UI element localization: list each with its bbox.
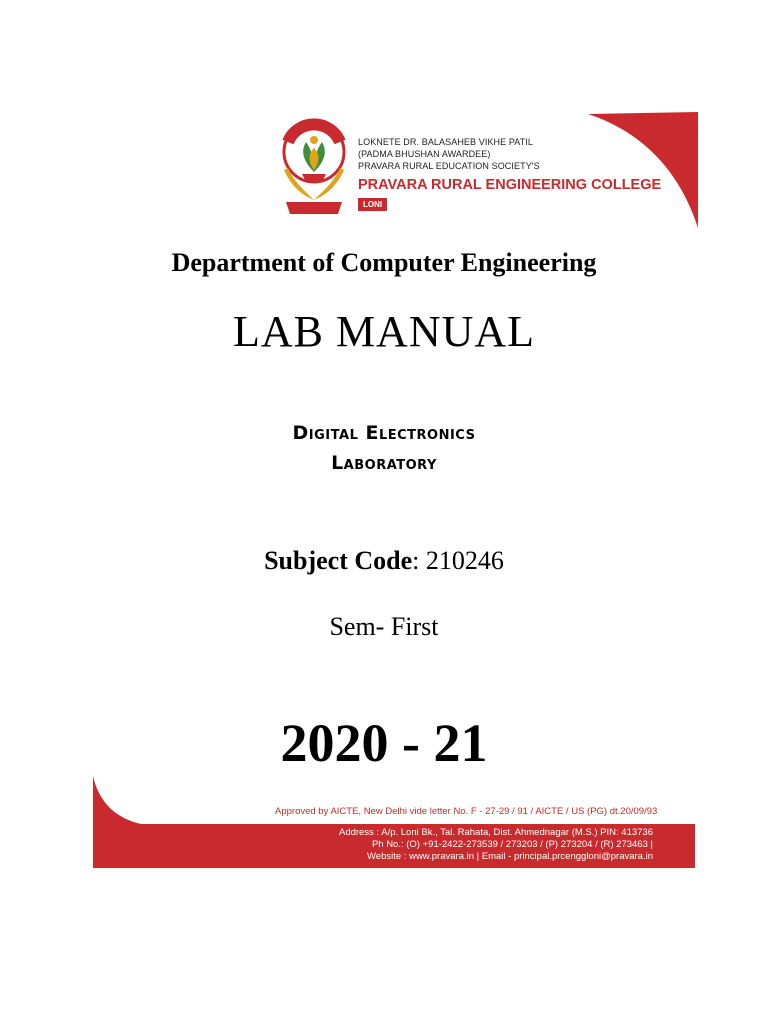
society-line: PRAVARA RURAL EDUCATION SOCIETY'S xyxy=(358,161,540,171)
address-line: Address : A/p. Loni Bk., Tal. Rahata, Dist. Ahmednagar (M.S.) PIN: 413736 xyxy=(338,827,653,838)
department-heading: Department of Computer Engineering xyxy=(171,248,597,277)
college-header xyxy=(278,110,698,228)
subject-code-value: 210246 xyxy=(425,546,504,575)
subject-name-line-2: Laboratory xyxy=(331,452,437,474)
subject-name xyxy=(0,418,768,478)
college-name: PRAVARA RURAL ENGINEERING COLLEGE xyxy=(358,177,662,193)
college-emblem-icon xyxy=(278,112,350,222)
approval-text: Approved by AICTE, New Delhi vide letter No. F - 27-29 / 91 / AICTE / US (PG) dt.20/09/93 xyxy=(275,806,658,817)
contact-block xyxy=(339,827,653,863)
semester-label: Sem- First xyxy=(329,612,439,641)
subject-code-separator: : xyxy=(412,546,426,575)
document-title: LAB MANUAL xyxy=(232,307,536,356)
subject-code-label: Subject Code xyxy=(264,546,413,575)
founder-line: LOKNETE DR. BALASAHEB VIKHE PATIL xyxy=(358,137,534,147)
award-line: (PADMA BHUSHAN AWARDEE) xyxy=(358,149,491,159)
college-footer xyxy=(93,776,695,868)
phone-line: Ph No.: (O) +91-2422-273539 / 273203 / (P) 273204 / (R) 273463 | xyxy=(371,839,653,850)
college-text-block xyxy=(358,136,661,212)
subject-code xyxy=(0,546,768,576)
subject-name-line-1: Digital Electronics xyxy=(292,422,476,444)
web-email-line: Website : www.pravara.in | Email - principal.prcenggloni@pravara.in xyxy=(367,851,653,862)
academic-year: 2020 - 21 xyxy=(280,713,488,773)
location-badge: LONI xyxy=(358,198,387,211)
